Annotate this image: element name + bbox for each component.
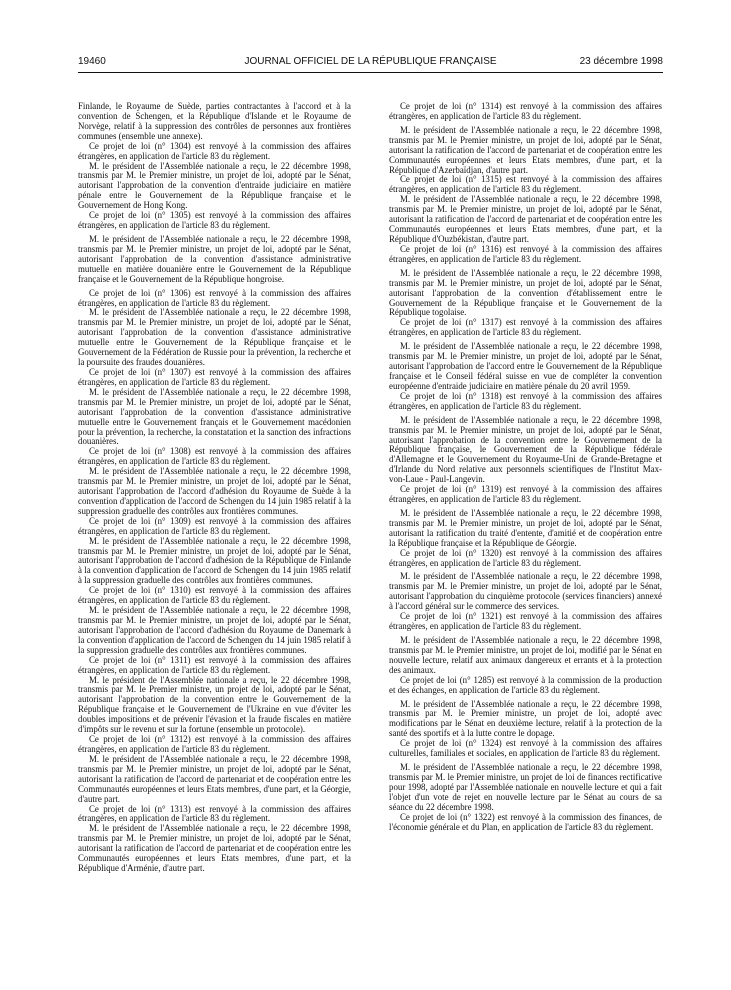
paragraph: M. le président de l'Assemblée nationale a reçu, le 22 décembre 1998, transmis par M. le Premier ministre, un projet de loi, adopté par le Sénat, autorisant la ratification du traité d'entente, d'amitié et de coopération entre la République française et la République de Géorgie. xyxy=(389,507,662,548)
issue-date: 23 décembre 1998 xyxy=(579,56,663,67)
paragraph: M. le président de l'Assemblée nationale a reçu, le 22 décembre 1998, transmis par M. le Premier ministre, un projet de loi, adopté par le Sénat, autorisant l'approbation de l'accord d'adhésion de la République de Finlande à la convention d'application de l'accord de Schengen du 14 juin 1985 relatif à la suppression graduelle des contrôles aux frontières communes. xyxy=(78,535,351,586)
paragraph: M. le président de l'Assemblée nationale a reçu, le 22 décembre 1998, transmis par M. le Premier ministre, un projet de loi, adopté par le Sénat, autorisant l'approbation de l'accord entre le Gouvernement de la République française et le Conseil fédéral suisse en vue de compléter la convention européenne d'entraide judiciaire en matière pénale du 20 avril 1959. xyxy=(389,341,662,391)
paragraph: Ce projet de loi (n° 1310) est renvoyé à la commission des affaires étrangères, en application de l'article 83 du règlement. xyxy=(78,585,351,606)
paragraph: Ce projet de loi (n° 1305) est renvoyé à la commission des affaires étrangères, en application de l'article 83 du règlement. xyxy=(78,210,351,231)
paragraph: M. le président de l'Assemblée nationale a reçu, le 22 décembre 1998, transmis par M. le Premier ministre, un projet de loi, adopté par le Sénat, autorisant l'approbation de la convention d'assistance administrative mutuelle entre le Gouvernement de la République française et le Gouvernement de la Fédération de Russie pour la prévention, la recherche et la poursuite des fraudes douanières. xyxy=(78,307,351,368)
paragraph: Ce projet de loi (n° 1307) est renvoyé à la commission des affaires étrangères, en application de l'article 83 du règlement. xyxy=(78,366,351,387)
paragraph: Ce projet de loi (n° 1316) est renvoyé à la commission des affaires étrangères, en application de l'article 83 du règlement. xyxy=(389,243,662,264)
paragraph: M. le président de l'Assemblée nationale a reçu, le 22 décembre 1998, transmis par M. le Premier ministre, un projet de loi de finances rectificative pour 1998, adopté par l'Assemblée nationale en nouvelle lecture et qui a fait l'objet d'un vote de rejet en nouvelle lecture par le Sénat au cours de sa séance du 22 décembre 1998. xyxy=(389,762,662,812)
paragraph: M. le président de l'Assemblée nationale a reçu, le 22 décembre 1998, transmis par M. le Premier ministre, un projet de loi, adopté par le Sénat, autorisant l'approbation de la convention d'assistance administrative mutuelle en matière douanière entre le Gouvernement de la République française et le Gouvernement de la République hongroise. xyxy=(78,233,351,284)
paragraph: Ce projet de loi (n° 1315) est renvoyé à la commission des affaires étrangères, en application de l'article 83 du règlement. xyxy=(389,174,662,195)
right-column xyxy=(389,102,662,982)
paragraph: Ce projet de loi (n° 1318) est renvoyé à la commission des affaires étrangères, en application de l'article 83 du règlement. xyxy=(389,390,662,411)
paragraph: M. le président de l'Assemblée nationale a reçu, le 22 décembre 1998, transmis par M. le Premier ministre, un projet de loi, modifié par le Sénat en nouvelle lecture, relatif aux animaux dangereux et errants et à la protection des animaux. xyxy=(389,635,662,675)
paragraph: Ce projet de loi (n° 1308) est renvoyé à la commission des affaires étrangères, en application de l'article 83 du règlement. xyxy=(78,446,351,467)
paragraph: M. le président de l'Assemblée nationale a reçu, le 22 décembre 1998, transmis par M. le Premier ministre, un projet de loi, adopté par le Sénat, autorisant l'approbation de l'accord d'adhésion du Royaume de Danemark à la convention d'application de l'accord de Schengen du 14 juin 1985 relatif à la suppression graduelle des contrôles aux frontières communes. xyxy=(78,605,351,655)
paragraph: Ce projet de loi (n° 1324) est renvoyé à la commission des affaires culturelles, familiales et sociales, en application de l'article 83 du règlement. xyxy=(389,738,662,759)
paragraph: M. le président de l'Assemblée nationale a reçu, le 22 décembre 1998, transmis par M. le Premier ministre, un projet de loi, adopté par le Sénat, autorisant l'approbation du cinquième protocole (services financiers) annexé à l'accord général sur le commerce des services. xyxy=(389,571,662,612)
paragraph: M. le président de l'Assemblée nationale a reçu, le 22 décembre 1998, transmis par M. le Premier ministre, un projet de loi, adopté par le Sénat, autorisant la ratification de l'accord de partenariat et de coopération entre les Communautés européennes et leurs Etats membres, d'une part, et la République d'Azerbaïdjan, d'autre part. xyxy=(389,124,662,175)
paragraph: Ce projet de loi (n° 1304) est renvoyé à la commission des affaires étrangères, en application de l'article 83 du règlement. xyxy=(78,140,351,161)
paragraph: M. le président de l'Assemblée nationale a reçu, le 22 décembre 1998, transmis par M. le Premier ministre, un projet de loi, adopté par le Sénat, autorisant la ratification de l'accord de partenariat et de coopération entre les Communautés européennes et leurs Etats membres, d'une part, et la Géorgie, d'autre part. xyxy=(78,753,351,804)
paragraph: Ce projet de loi (n° 1312) est renvoyé à la commission des affaires étrangères, en application de l'article 83 du règlement. xyxy=(78,734,351,754)
paragraph: M. le président de l'Assemblée nationale a reçu, le 22 décembre 1998, transmis par M. le Premier ministre, un projet de loi, adopté par le Sénat, autorisant la ratification de l'accord de partenariat et de coopération entre les Communautés européennes et leurs Etats membres, d'une part, et la République d'Ouzbékistan, d'autre part. xyxy=(389,194,662,244)
paragraph: Finlande, le Royaume de Suède, parties contractantes à l'accord et à la convention de Schengen, et la République d'Islande et le Royaume de Norvège, relatif à la suppression des contrôles de personnes aux frontières communes (ensemble une annexe). xyxy=(78,102,351,141)
paragraph: M. le président de l'Assemblée nationale a reçu, le 22 décembre 1998, transmis par M. le Premier ministre, un projet de loi, adopté par le Sénat, autorisant l'approbation de l'accord d'adhésion du Royaume de Suède à la convention d'application de l'accord de Schengen du 14 juin 1985 relatif à la suppression graduelle des contrôles aux frontières communes. xyxy=(78,466,351,516)
paragraph: Ce projet de loi (n° 1319) est renvoyé à la commission des affaires étrangères, en application de l'article 83 du règlement. xyxy=(389,484,662,505)
paragraph: M. le président de l'Assemblée nationale a reçu, le 22 décembre 1998, transmis par M. le Premier ministre, un projet de loi, adopté par le Sénat, autorisant l'approbation de la convention entre le Gouvernement de la République française et le Gouvernement de l'Ukraine en vue d'éviter les doubles impositions et de prévenir l'évasion et la fraude fiscales en matière d'impôts sur le revenu et sur la fortune (ensemble un protocole). xyxy=(78,674,351,735)
paragraph: M. le président de l'Assemblée nationale a reçu, le 22 décembre 1998, transmis par M. le Premier ministre, un projet de loi, adopté par le Sénat, autorisant l'approbation de la convention d'établissement entre le Gouvernement de la République française et le Gouvernement de la République togolaise. xyxy=(389,267,662,318)
paragraph: Ce projet de loi (n° 1309) est renvoyé à la commission des affaires étrangères, en application de l'article 83 du règlement. xyxy=(78,515,351,536)
paragraph: Ce projet de loi (n° 1317) est renvoyé à la commission des affaires étrangères, en application de l'article 83 du règlement. xyxy=(389,317,662,338)
paragraph: M. le président de l'Assemblée nationale a reçu, le 22 décembre 1998, transmis par M. le Premier ministre, un projet de loi, adopté par le Sénat, autorisant l'approbation de la convention d'entraide judiciaire en matière pénale entre le Gouvernement de la République française et le Gouvernement de Hong Kong. xyxy=(78,160,351,211)
journal-title: JOURNAL OFFICIEL DE LA RÉPUBLIQUE FRANÇAISE xyxy=(244,56,497,67)
paragraph: Ce projet de loi (n° 1306) est renvoyé à la commission des affaires étrangères, en application de l'article 83 du règlement. xyxy=(78,287,351,308)
page-number: 19460 xyxy=(78,56,106,67)
paragraph: Ce projet de loi (n° 1320) est renvoyé à la commission des affaires étrangères, en application de l'article 83 du règlement. xyxy=(389,547,662,568)
paragraph: Ce projet de loi (n° 1311) est renvoyé à la commission des affaires étrangères, en application de l'article 83 du règlement. xyxy=(78,654,351,675)
paragraph: Ce projet de loi (n° 1285) est renvoyé à la commission de la production et des échanges, en application de l'article 83 du règlement. xyxy=(389,674,662,695)
paragraph: M. le président de l'Assemblée nationale a reçu, le 22 décembre 1998, transmis par M. le Premier ministre, un projet de loi, adopté par le Sénat, autorisant la ratification de l'accord de partenariat et de coopération entre les Communautés européennes et leurs Etats membres, d'une part, et la République d'Arménie, d'autre part. xyxy=(78,823,351,874)
paragraph: Ce projet de loi (n° 1321) est renvoyé à la commission des affaires étrangères, en application de l'article 83 du règlement. xyxy=(389,611,662,632)
paragraph: M. le président de l'Assemblée nationale a reçu, le 22 décembre 1998, transmis par M. le Premier ministre, un projet de loi, adopté avec modifications par le Sénat en deuxième lecture, relatif à la protection de la santé des sportifs et à la lutte contre le dopage. xyxy=(389,698,662,739)
paragraph: Ce projet de loi (n° 1314) est renvoyé à la commission des affaires étrangères, en application de l'article 83 du règlement. xyxy=(389,102,662,121)
paragraph: Ce projet de loi (n° 1322) est renvoyé à la commission des finances, de l'économie générale et du Plan, en application de l'article 83 du règlement. xyxy=(389,811,662,832)
left-column xyxy=(78,102,351,982)
paragraph: Ce projet de loi (n° 1313) est renvoyé à la commission des affaires étrangères, en application de l'article 83 du règlement. xyxy=(78,803,351,824)
paragraph: M. le président de l'Assemblée nationale a reçu, le 22 décembre 1998, transmis par M. le Premier ministre, un projet de loi, adopté par le Sénat, autorisant l'approbation de la convention entre le Gouvernement de la République française, le Gouvernement de la République fédérale d'Allemagne et le Gouvernement du Royaume-Uni de Grande-Bretagne et d'Irlande du Nord relative aux personnels scientifiques de l'Institut Max-von-Laue - Paul-Langevin. xyxy=(389,414,662,485)
header-rule xyxy=(78,72,663,73)
page-header xyxy=(78,56,663,72)
paragraph: M. le président de l'Assemblée nationale a reçu, le 22 décembre 1998, transmis par M. le Premier ministre, un projet de loi, adopté par le Sénat, autorisant l'approbation de la convention d'assistance administrative mutuelle entre le Gouvernement français et le Gouvernement macédonien pour la prévention, la recherche, la constatation et la sanction des infractions douanières. xyxy=(78,386,351,447)
